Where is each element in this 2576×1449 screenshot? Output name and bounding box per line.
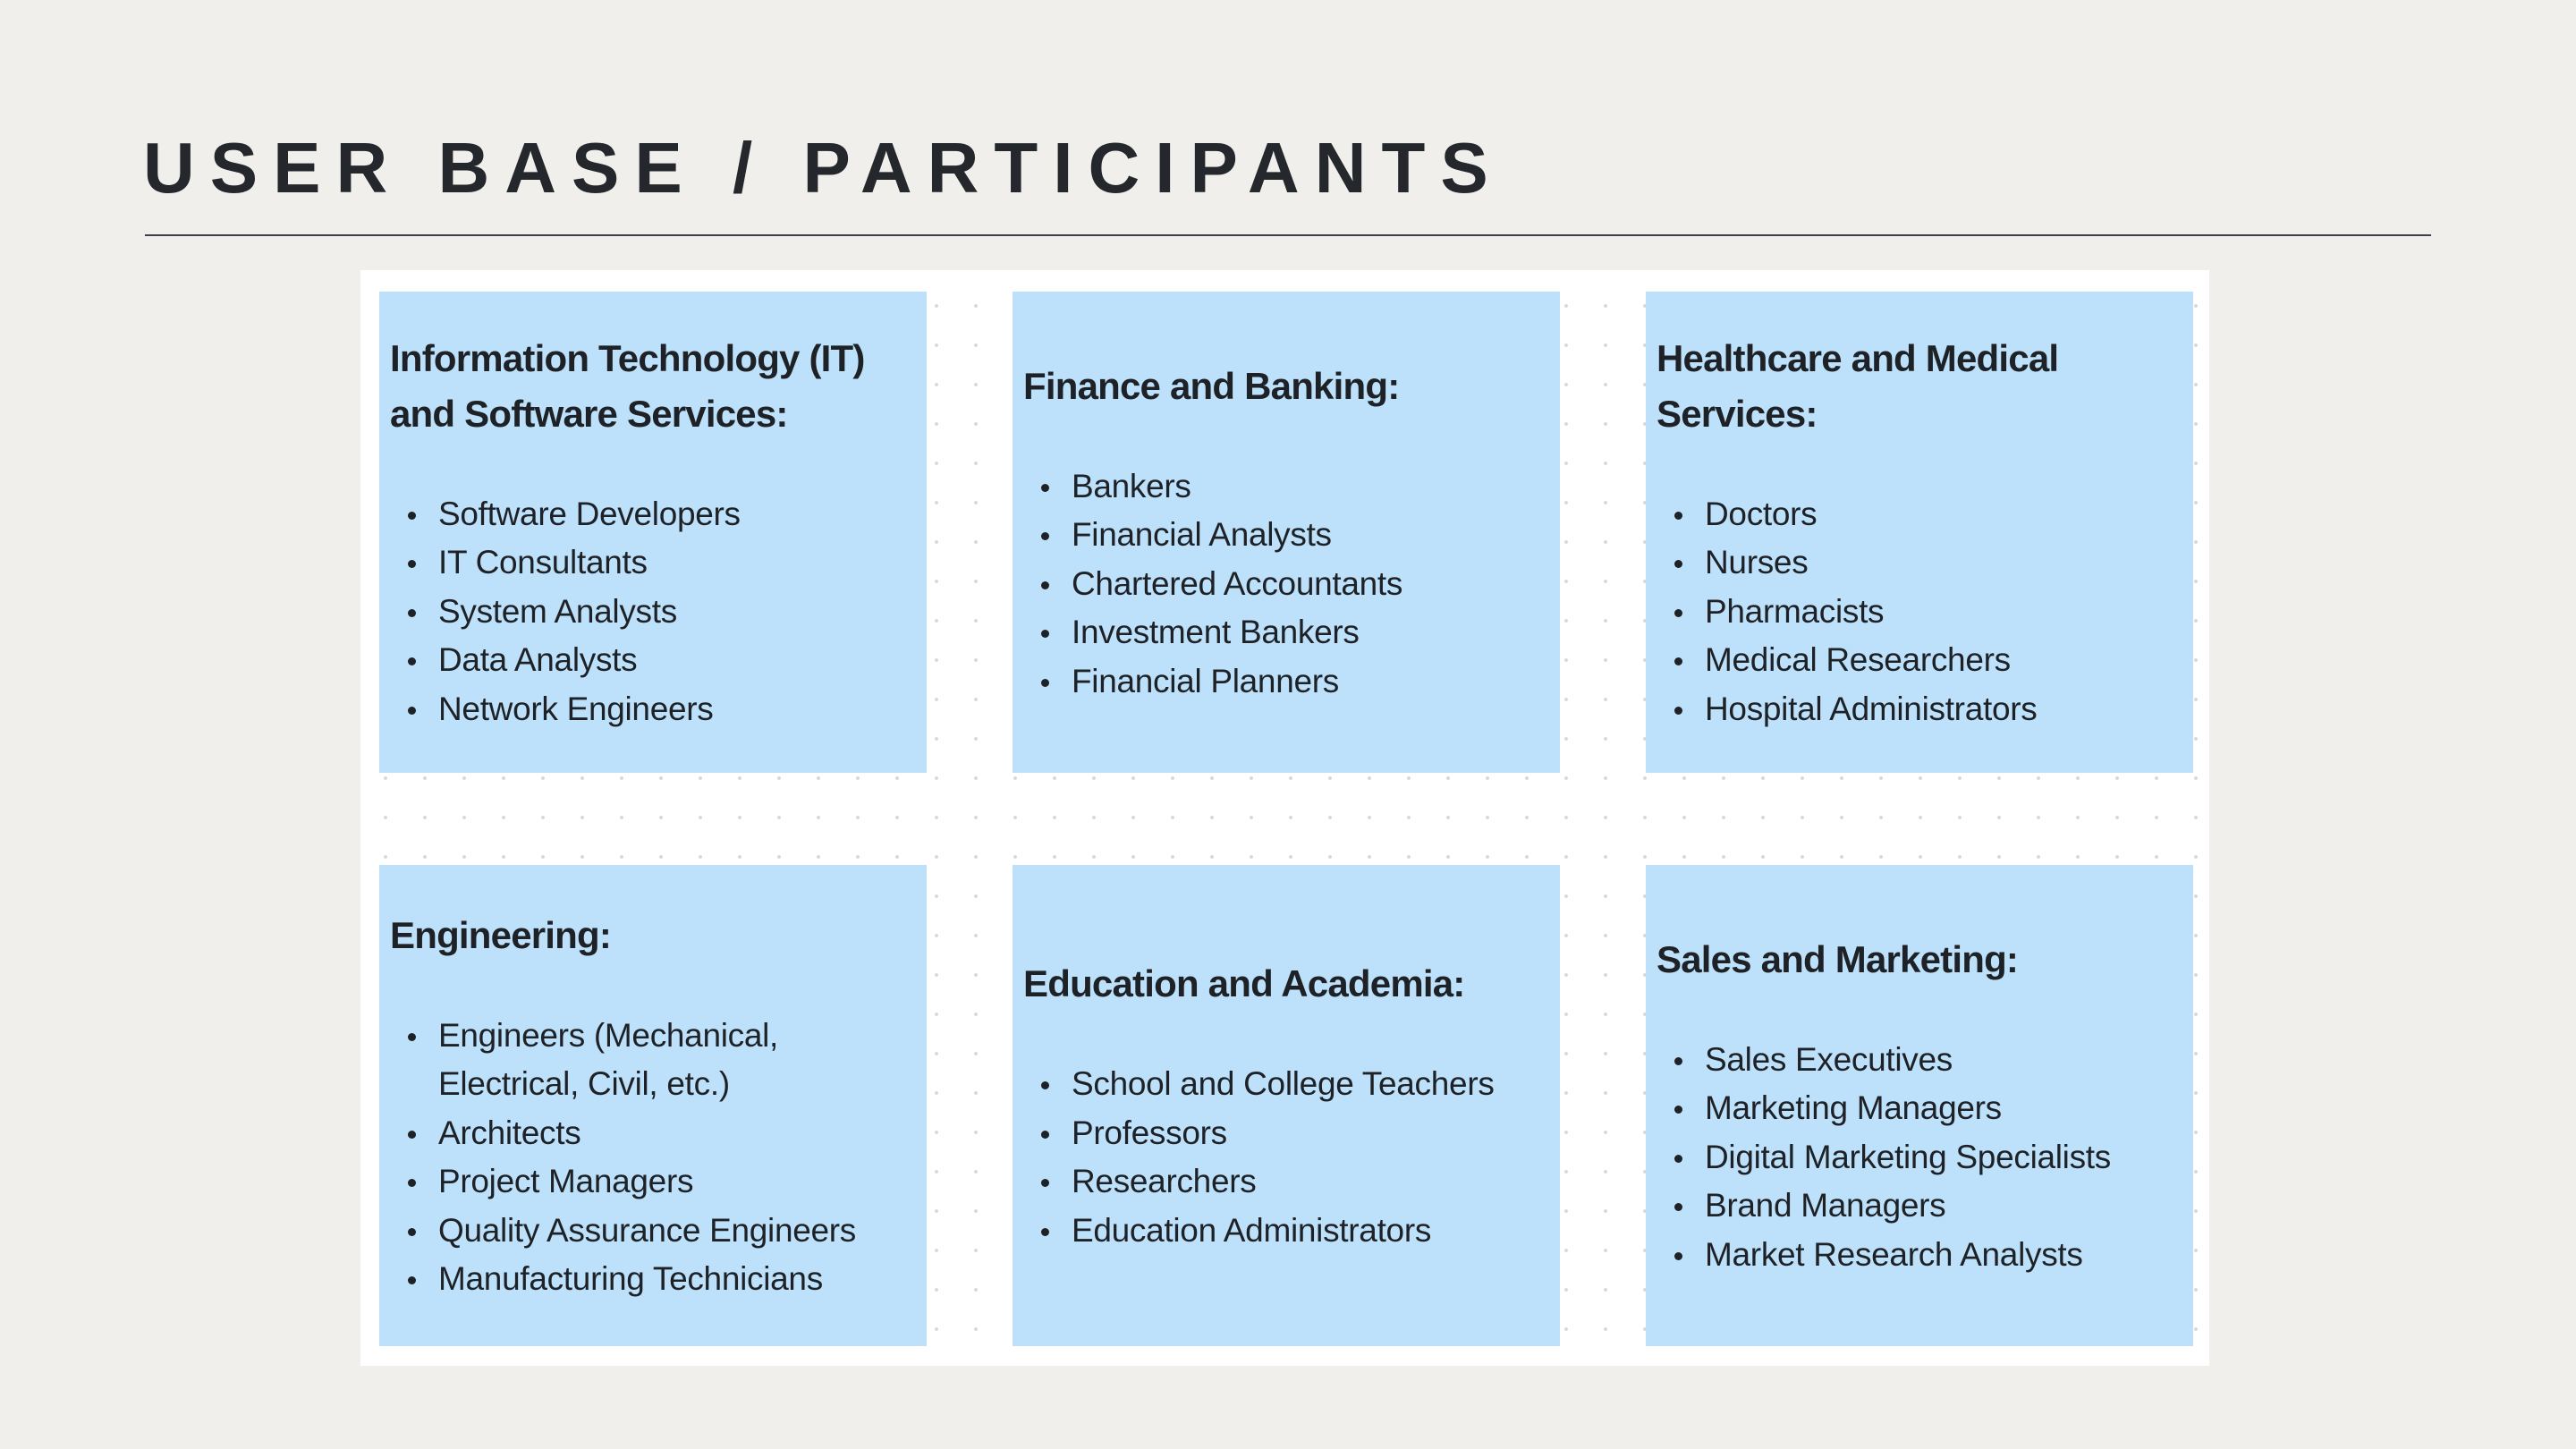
- page-title: USER BASE / PARTICIPANTS: [143, 128, 1504, 208]
- list-item: Brand Managers: [1705, 1182, 2182, 1231]
- whiteboard: [360, 270, 2209, 1366]
- list-item: Manufacturing Technicians: [438, 1255, 916, 1304]
- list-item: Financial Analysts: [1072, 511, 1549, 560]
- list-item: Engineers (Mechanical, Electrical, Civil, etc.): [438, 1012, 916, 1109]
- card-list: [1657, 490, 2182, 734]
- list-item: Project Managers: [438, 1157, 916, 1207]
- card-heading: Education and Academia:: [1023, 962, 1465, 1004]
- list-item: Researchers: [1072, 1157, 1549, 1207]
- list-item: Bankers: [1072, 462, 1549, 512]
- list-item: Hospital Administrators: [1705, 685, 2182, 734]
- list-item: Investment Bankers: [1072, 608, 1549, 657]
- card-sales-marketing: [1646, 865, 2193, 1346]
- list-item: Network Engineers: [438, 685, 916, 734]
- card-engineering: [379, 865, 927, 1346]
- card-heading: Finance and Banking:: [1023, 364, 1400, 407]
- list-item: Sales Executives: [1705, 1036, 2182, 1085]
- list-item: Software Developers: [438, 490, 916, 539]
- list-item: Marketing Managers: [1705, 1084, 2182, 1133]
- card-list: [390, 490, 916, 734]
- card-heading: Engineering:: [390, 913, 612, 956]
- list-item: Education Administrators: [1072, 1207, 1549, 1256]
- list-item: Pharmacists: [1705, 588, 2182, 637]
- list-item: Quality Assurance Engineers: [438, 1207, 916, 1256]
- card-finance-banking: [1013, 292, 1560, 773]
- card-healthcare: [1646, 292, 2193, 773]
- title-divider: [145, 234, 2431, 236]
- list-item: Professors: [1072, 1109, 1549, 1158]
- list-item: Digital Marketing Specialists: [1705, 1133, 2182, 1182]
- card-heading: Information Technology (IT) and Software Services:: [390, 336, 865, 435]
- list-item: Market Research Analysts: [1705, 1231, 2182, 1280]
- card-it-software: [379, 292, 927, 773]
- list-item: System Analysts: [438, 588, 916, 637]
- card-list: [390, 1012, 916, 1304]
- card-heading: Sales and Marketing:: [1657, 937, 2019, 980]
- card-heading: Healthcare and Medical Services:: [1657, 336, 2059, 435]
- card-education: [1013, 865, 1560, 1346]
- list-item: Chartered Accountants: [1072, 560, 1549, 609]
- card-list: [1657, 1036, 2182, 1280]
- card-list: [1023, 462, 1549, 707]
- list-item: Data Analysts: [438, 636, 916, 685]
- list-item: IT Consultants: [438, 538, 916, 588]
- list-item: School and College Teachers: [1072, 1060, 1549, 1109]
- list-item: Architects: [438, 1109, 916, 1158]
- list-item: Nurses: [1705, 538, 2182, 588]
- list-item: Medical Researchers: [1705, 636, 2182, 685]
- list-item: Doctors: [1705, 490, 2182, 539]
- list-item: Financial Planners: [1072, 657, 1549, 707]
- card-list: [1023, 1060, 1549, 1255]
